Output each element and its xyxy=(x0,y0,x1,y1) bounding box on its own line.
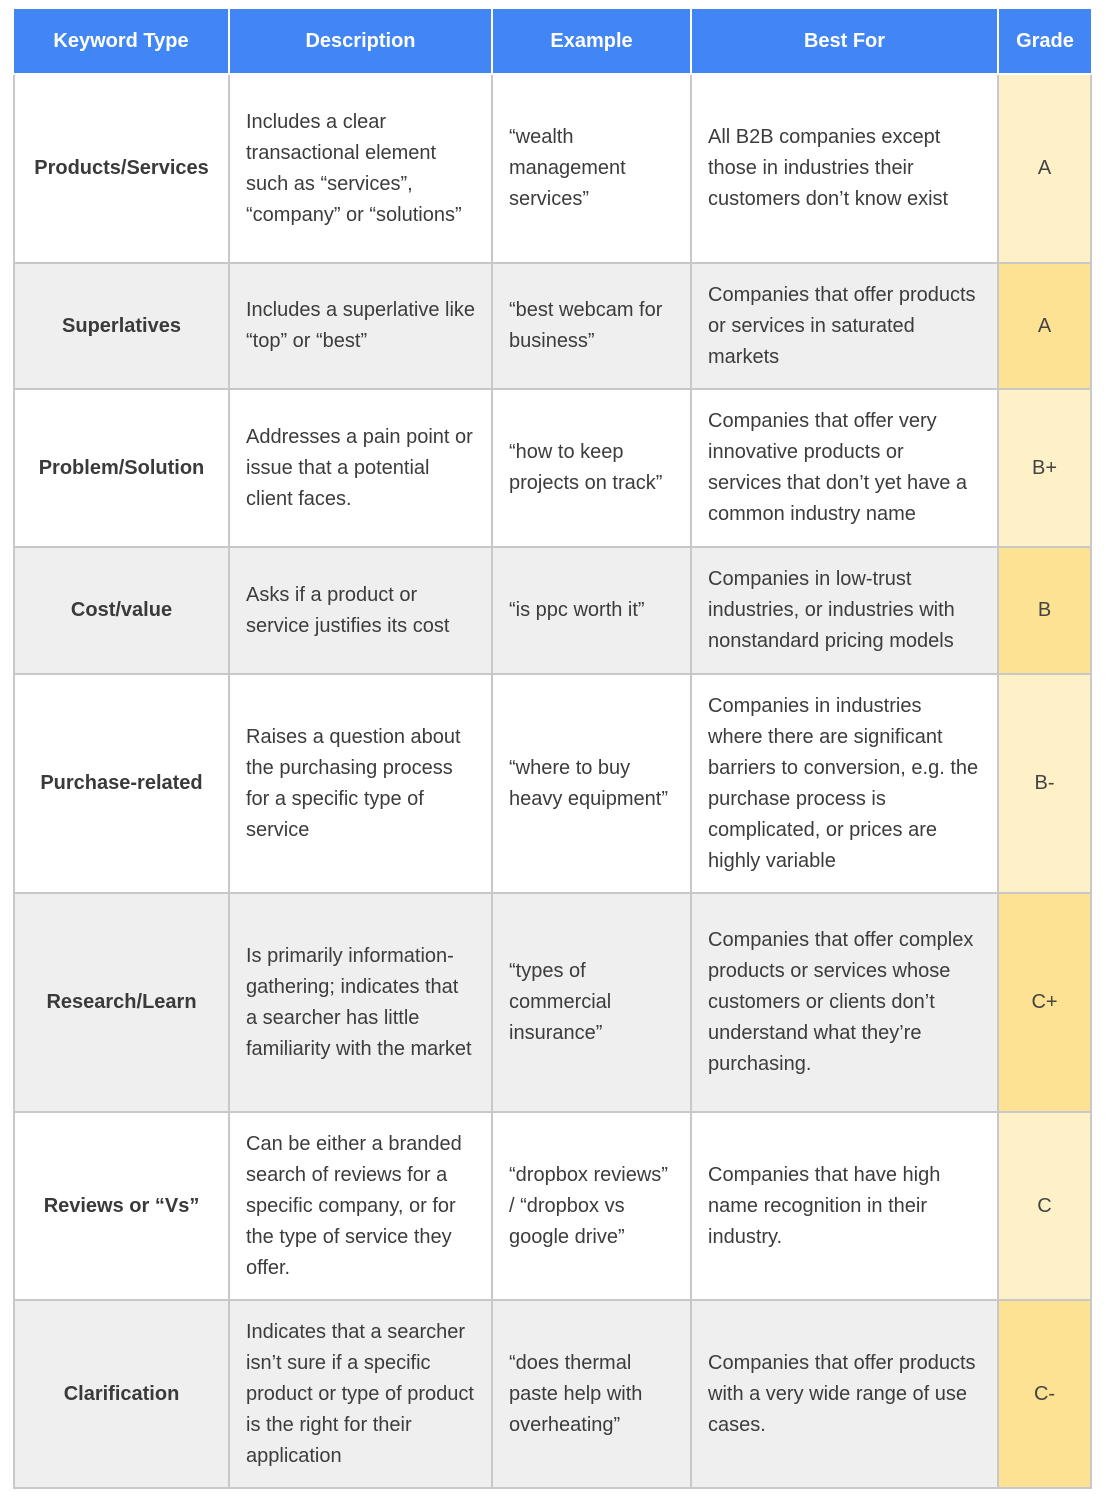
description-cell: Includes a superlative like “top” or “best” xyxy=(229,263,492,389)
grade-cell: C- xyxy=(998,1300,1091,1488)
description-cell: Includes a clear transactional element such as “services”, “company” or “solutions” xyxy=(229,74,492,263)
grade-cell: C xyxy=(998,1112,1091,1300)
description-cell: Raises a question about the purchasing process for a specific type of service xyxy=(229,674,492,893)
example-cell: “how to keep projects on track” xyxy=(492,389,691,547)
grade-cell: A xyxy=(998,263,1091,389)
table-row xyxy=(14,389,1091,547)
keyword-type-cell: Superlatives xyxy=(14,263,229,389)
header-row xyxy=(14,9,1091,74)
best-for-cell: Companies that offer products or services in saturated markets xyxy=(691,263,998,389)
best-for-cell: Companies that offer products with a very wide range of use cases. xyxy=(691,1300,998,1488)
keyword-type-cell: Research/Learn xyxy=(14,893,229,1112)
description-cell: Can be either a branded search of reviews for a specific company, or for the type of service they offer. xyxy=(229,1112,492,1300)
keyword-type-cell: Reviews or “Vs” xyxy=(14,1112,229,1300)
header-grade: Grade xyxy=(998,9,1091,74)
grade-cell: B- xyxy=(998,674,1091,893)
example-cell: “where to buy heavy equipment” xyxy=(492,674,691,893)
best-for-cell: Companies in low-trust industries, or industries with nonstandard pricing models xyxy=(691,547,998,674)
table-row xyxy=(14,1112,1091,1300)
header-best-for: Best For xyxy=(691,9,998,74)
keyword-type-cell: Cost/value xyxy=(14,547,229,674)
table-row xyxy=(14,74,1091,263)
keyword-type-cell: Purchase-related xyxy=(14,674,229,893)
example-cell: “best webcam for business” xyxy=(492,263,691,389)
description-cell: Asks if a product or service justifies its cost xyxy=(229,547,492,674)
example-cell: “wealth management services” xyxy=(492,74,691,263)
header-description: Description xyxy=(229,9,492,74)
header-example: Example xyxy=(492,9,691,74)
grade-cell: B+ xyxy=(998,389,1091,547)
table-row xyxy=(14,1300,1091,1488)
grade-cell: B xyxy=(998,547,1091,674)
header-keyword-type: Keyword Type xyxy=(14,9,229,74)
grade-cell: A xyxy=(998,74,1091,263)
keyword-types-table-container xyxy=(13,9,1090,1489)
best-for-cell: All B2B companies except those in industries their customers don’t know exist xyxy=(691,74,998,263)
example-cell: “is ppc worth it” xyxy=(492,547,691,674)
keyword-type-cell: Problem/Solution xyxy=(14,389,229,547)
best-for-cell: Companies that have high name recognition in their industry. xyxy=(691,1112,998,1300)
best-for-cell: Companies in industries where there are significant barriers to conversion, e.g. the purchase process is complicated, or prices are highly variable xyxy=(691,674,998,893)
description-cell: Indicates that a searcher isn’t sure if a specific product or type of product is the right for their application xyxy=(229,1300,492,1488)
example-cell: “types of commercial insurance” xyxy=(492,893,691,1112)
example-cell: “dropbox reviews” / “dropbox vs google drive” xyxy=(492,1112,691,1300)
keyword-types-table xyxy=(13,9,1092,1489)
best-for-cell: Companies that offer very innovative products or services that don’t yet have a common industry name xyxy=(691,389,998,547)
table-row xyxy=(14,547,1091,674)
grade-cell: C+ xyxy=(998,893,1091,1112)
table-row xyxy=(14,893,1091,1112)
example-cell: “does thermal paste help with overheating” xyxy=(492,1300,691,1488)
best-for-cell: Companies that offer complex products or services whose customers or clients don’t understand what they’re purchasing. xyxy=(691,893,998,1112)
table-row xyxy=(14,263,1091,389)
description-cell: Is primarily information-gathering; indicates that a searcher has little familiarity with the market xyxy=(229,893,492,1112)
keyword-type-cell: Clarification xyxy=(14,1300,229,1488)
table-row xyxy=(14,674,1091,893)
description-cell: Addresses a pain point or issue that a potential client faces. xyxy=(229,389,492,547)
keyword-type-cell: Products/Services xyxy=(14,74,229,263)
